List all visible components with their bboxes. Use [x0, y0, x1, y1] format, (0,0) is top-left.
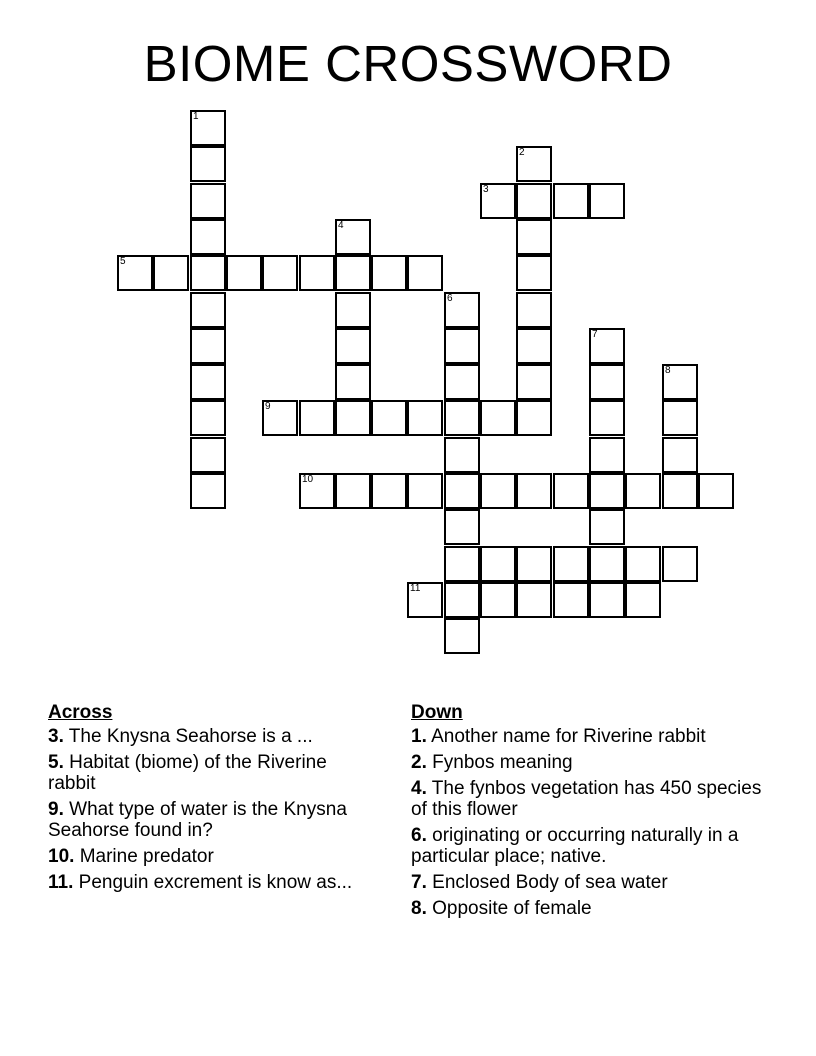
crossword-cell[interactable]	[516, 546, 552, 582]
across-clues	[48, 702, 378, 898]
crossword-cell[interactable]	[444, 509, 480, 545]
crossword-cell[interactable]	[480, 546, 516, 582]
crossword-cell[interactable]	[444, 437, 480, 473]
crossword-cell[interactable]	[553, 183, 589, 219]
crossword-cell[interactable]	[190, 255, 226, 291]
crossword-cell[interactable]	[407, 582, 443, 618]
crossword-cell[interactable]	[153, 255, 189, 291]
crossword-cell[interactable]	[335, 400, 371, 436]
crossword-cell[interactable]	[662, 473, 698, 509]
crossword-cell[interactable]	[625, 473, 661, 509]
crossword-cell[interactable]	[407, 255, 443, 291]
crossword-cell[interactable]	[480, 183, 516, 219]
cell-number: 3	[483, 184, 489, 195]
crossword-cell[interactable]	[516, 473, 552, 509]
cell-number: 8	[665, 365, 671, 376]
crossword-cell[interactable]	[299, 400, 335, 436]
crossword-cell[interactable]	[335, 473, 371, 509]
clue-down-2	[411, 752, 781, 773]
crossword-cell[interactable]	[516, 255, 552, 291]
clue-across-3	[48, 726, 378, 747]
crossword-cell[interactable]	[444, 473, 480, 509]
crossword-cell[interactable]	[444, 292, 480, 328]
crossword-cell[interactable]	[516, 183, 552, 219]
crossword-cell[interactable]	[589, 546, 625, 582]
crossword-cell[interactable]	[516, 328, 552, 364]
clue-down-8	[411, 898, 781, 919]
crossword-cell[interactable]	[371, 473, 407, 509]
crossword-cell[interactable]	[553, 582, 589, 618]
crossword-cell[interactable]	[698, 473, 734, 509]
crossword-cell[interactable]	[190, 219, 226, 255]
crossword-cell[interactable]	[444, 546, 480, 582]
crossword-cell[interactable]	[662, 364, 698, 400]
crossword-cell[interactable]	[407, 473, 443, 509]
crossword-cell[interactable]	[480, 400, 516, 436]
crossword-cell[interactable]	[444, 364, 480, 400]
crossword-cell[interactable]	[589, 509, 625, 545]
crossword-cell[interactable]	[480, 582, 516, 618]
clue-number: 9.	[48, 799, 64, 820]
crossword-cell[interactable]	[553, 546, 589, 582]
clue-text: The Knysna Seahorse is a ...	[68, 726, 313, 747]
clue-number: 7.	[411, 872, 427, 893]
clue-across-9	[48, 799, 378, 841]
down-clues	[411, 702, 781, 924]
cell-number: 6	[447, 293, 453, 304]
clue-down-7	[411, 872, 781, 893]
clue-down-4	[411, 778, 781, 820]
crossword-cell[interactable]	[444, 582, 480, 618]
clue-text: Opposite of female	[432, 898, 592, 919]
clue-across-11	[48, 872, 378, 893]
clue-text: originating or occurring naturally in a particular place; native.	[411, 825, 739, 867]
clue-number: 8.	[411, 898, 427, 919]
crossword-cell[interactable]	[553, 473, 589, 509]
cell-number: 9	[265, 401, 271, 412]
cell-number: 2	[519, 147, 525, 158]
crossword-cell[interactable]	[407, 400, 443, 436]
crossword-cell[interactable]	[190, 183, 226, 219]
clue-number: 10.	[48, 846, 75, 867]
cell-number: 7	[592, 329, 598, 340]
crossword-cell[interactable]	[589, 582, 625, 618]
crossword-cell[interactable]	[226, 255, 262, 291]
crossword-cell[interactable]	[262, 400, 298, 436]
clue-text: The fynbos vegetation has 450 species of this flower	[411, 778, 762, 820]
clue-text: Enclosed Body of sea water	[432, 872, 668, 893]
cell-number: 4	[338, 220, 344, 231]
crossword-cell[interactable]	[662, 400, 698, 436]
clue-number: 1.	[411, 726, 427, 747]
crossword-cell[interactable]	[190, 146, 226, 182]
crossword-cell[interactable]	[335, 328, 371, 364]
crossword-cell[interactable]	[480, 473, 516, 509]
crossword-cell[interactable]	[190, 473, 226, 509]
crossword-cell[interactable]	[335, 219, 371, 255]
crossword-cell[interactable]	[299, 255, 335, 291]
crossword-cell[interactable]	[371, 255, 407, 291]
crossword-cell[interactable]	[444, 618, 480, 654]
clue-down-6	[411, 825, 781, 867]
crossword-cell[interactable]	[190, 328, 226, 364]
crossword-cell[interactable]	[589, 183, 625, 219]
clue-text: Another name for Riverine rabbit	[431, 726, 706, 747]
clue-number: 4.	[411, 778, 427, 799]
crossword-cell[interactable]	[262, 255, 298, 291]
crossword-cell[interactable]	[190, 400, 226, 436]
crossword-cell[interactable]	[516, 582, 552, 618]
down-heading: Down	[411, 702, 463, 723]
crossword-cell[interactable]	[625, 582, 661, 618]
crossword-cell[interactable]	[516, 219, 552, 255]
clue-number: 5.	[48, 752, 64, 773]
crossword-cell[interactable]	[589, 328, 625, 364]
crossword-cell[interactable]	[335, 292, 371, 328]
clue-number: 11.	[48, 872, 74, 893]
clue-number: 3.	[48, 726, 64, 747]
crossword-cell[interactable]	[299, 473, 335, 509]
crossword-cell[interactable]	[516, 146, 552, 182]
crossword-cell[interactable]	[335, 364, 371, 400]
crossword-cell[interactable]	[371, 400, 407, 436]
clue-text: Penguin excrement is know as...	[78, 872, 353, 893]
clue-text: Habitat (biome) of the Riverine rabbit	[48, 752, 327, 794]
clue-across-10	[48, 846, 378, 867]
crossword-cell[interactable]	[190, 292, 226, 328]
clue-across-5	[48, 752, 378, 794]
crossword-cell[interactable]	[625, 546, 661, 582]
page-title: BIOME CROSSWORD	[143, 35, 673, 92]
crossword-cell[interactable]	[662, 546, 698, 582]
crossword-cell[interactable]	[589, 437, 625, 473]
clue-number: 6.	[411, 825, 427, 846]
crossword-cell[interactable]	[444, 328, 480, 364]
clue-number: 2.	[411, 752, 427, 773]
clue-down-1	[411, 726, 781, 747]
crossword-cell[interactable]	[516, 364, 552, 400]
crossword-cell[interactable]	[190, 110, 226, 146]
cell-number: 11	[410, 583, 421, 594]
crossword-cell[interactable]	[335, 255, 371, 291]
crossword-cell[interactable]	[516, 400, 552, 436]
across-heading: Across	[48, 702, 113, 723]
crossword-cell[interactable]	[190, 437, 226, 473]
crossword-cell[interactable]	[117, 255, 153, 291]
clue-text: Fynbos meaning	[432, 752, 573, 773]
cell-number: 5	[120, 256, 126, 267]
crossword-cell[interactable]	[444, 400, 480, 436]
crossword-cell[interactable]	[589, 473, 625, 509]
crossword-cell[interactable]	[589, 400, 625, 436]
crossword-cell[interactable]	[589, 364, 625, 400]
crossword-cell[interactable]	[516, 292, 552, 328]
cell-number: 10	[302, 474, 314, 485]
crossword-cell[interactable]	[190, 364, 226, 400]
crossword-cell[interactable]	[662, 437, 698, 473]
clue-text: Marine predator	[79, 846, 214, 867]
clue-text: What type of water is the Knysna Seahorse found in?	[48, 799, 347, 841]
cell-number: 1	[193, 111, 199, 122]
